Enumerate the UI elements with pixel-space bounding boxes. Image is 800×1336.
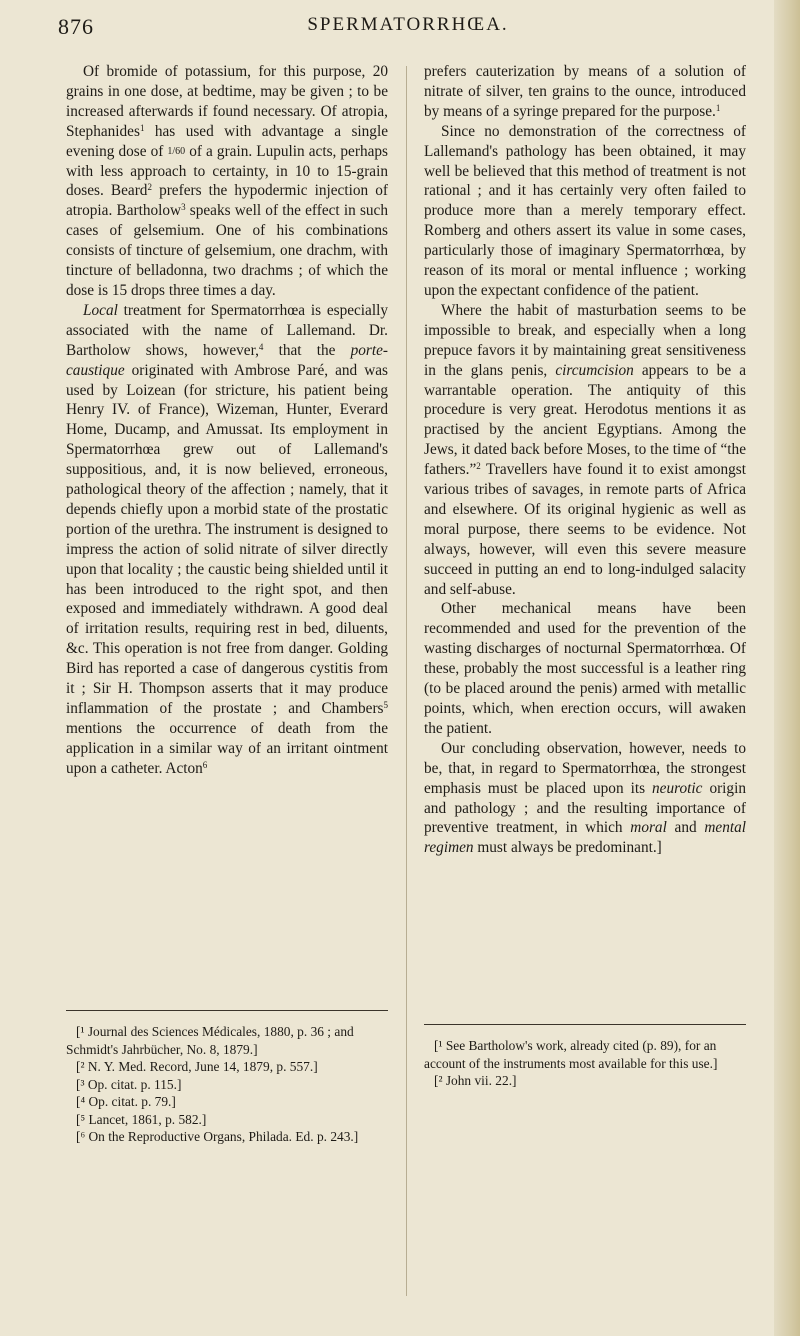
fraction: 1/60 xyxy=(167,145,186,157)
paragraph-mechanical-means: Other mechanical means have been recommended and used for the prevention of the wasting discharges of nocturnal Spermatorrhœa. Of these, probably the most successful is a leather ring (to be placed around the penis) armed with metallic points, which, when erection occurs, will awaken the patient. xyxy=(424,600,746,737)
right-column xyxy=(424,62,746,858)
footnote: [⁵ Lancet, 1861, p. 582.] xyxy=(76,1111,207,1127)
footnote-ref: 2 xyxy=(476,461,481,472)
footnotes-right xyxy=(424,1024,746,1090)
footnote-ref: 1 xyxy=(715,102,721,113)
column-divider xyxy=(406,66,407,1296)
paragraph-local-treatment: Local treatment for Spermatorrhœa is especially associated with the name of Lallemand. Dr. Bartholow shows, however,$^4$ that the porte-caustique originated with Ambrose Paré, and was used by Loizean (for stricture, his patient being Henry IV. of France), Wizeman, Hunter, Everard Home, Ducamp, and Amussat. Its employment in Spermatorrhœa grew out of Lallemand's suppositious, and, it is now believed, erroneous, pathological theory of the affection ; namely, that it depends chiefly upon a morbid state of the prostatic portion of the urethra. The instrument is designed to impress the action of solid nitrate of silver directly upon that locality ; the caustic being shielded until it has been introduced to the right spot, and then exposed and immediately withdrawn. A good deal of irritation results, requiring rest in bed, diluents, &c. This operation is not free from danger. Golding Bird has reported a case of dangerous cystitis from it ; Sir H. Thompson asserts that it may produce inflammation of the prostate ; and Chambers$^5$ mentions the occurrence of death from the application in a similar way of an irritant ointment upon a catheter. Acton$^6$ xyxy=(66,301,388,777)
footnote-ref: 5 xyxy=(383,700,388,710)
footnote: [⁴ Op. citat. p. 79.] xyxy=(76,1094,176,1109)
footnote-ref: 1 xyxy=(139,122,145,133)
running-header xyxy=(58,14,758,44)
footnotes-left xyxy=(66,1010,388,1146)
footnote: [⁶ On the Reproductive Organs, Philada. Ed. p. 243.] xyxy=(76,1129,359,1144)
paragraph-cauterization: prefers cauterization by means of a solution of nitrate of silver, ten grains to the ounce, introduced by means of a syringe prepared for the purpose.$^1$ xyxy=(424,63,746,120)
footnote-ref: 4 xyxy=(258,341,264,352)
paragraph-demonstration: Since no demonstration of the correctness of Lallemand's pathology has been obtained, it may well be believed that this method of treatment is not rational ; and it has certainly very often failed to produce more than a merely temporary effect. Romberg and others assert its value in some cases, particularly those of imaginary Spermatorrhœa, by reason of its moral or mental influence ; working upon the expectant confidence of the patient. xyxy=(424,122,746,299)
footnote: [³ Op. citat. p. 115.] xyxy=(76,1076,182,1092)
left-column xyxy=(66,62,388,779)
paragraph-bromide: Of bromide of potassium, for this purpose, 20 grains in one dose, at bedtime, may be given ; to be increased afterwards if found necessary. Of atropia, Stephanides$^1$ has used with advantage a single evening dose of 1/60 of a grain. Lupulin acts, perhaps with less approach to certainty, in 10 to 15-grain doses. Beard$^2$ prefers the hypodermic injection of atropia. Bartholow$^3$ speaks well of the effect in such cases of gelsemium. One of his combinations consists of tincture of gelsemium, one drachm, with tincture of belladonna, two drachms ; of which the dose is 15 drops three times a day. xyxy=(66,63,388,299)
paragraph-conclusion: Our concluding observation, however, needs to be, that, in regard to Spermatorrhœa, the strongest emphasis must be placed upon its neurotic origin and pathology ; and the resulting importance of preventive treatment, in which moral and mental regimen must always be predominant.] xyxy=(424,739,746,857)
footnote: [¹ Journal des Sciences Médicales, 1880, p. 36 ; and Schmidt's Jahrbücher, No. 8, 1879.] xyxy=(66,1024,354,1057)
footnote-ref: 6 xyxy=(202,759,208,770)
footnote-ref: 2 xyxy=(147,182,152,193)
page-number: 876 xyxy=(58,14,94,39)
footnote: [² N. Y. Med. Record, June 14, 1879, p. 557.] xyxy=(76,1059,318,1074)
page-edge-shadow xyxy=(774,0,800,1336)
running-title: SPERMATORRHŒA. xyxy=(307,14,509,35)
footnote-ref: 3 xyxy=(181,202,186,213)
footnote: [¹ See Bartholow's work, already cited (p. 89), for an account of the instruments most available for this use.] xyxy=(424,1038,718,1071)
paragraph-circumcision: Where the habit of masturbation seems to be impossible to break, and especially when a long prepuce favors it by maintaining great sensitiveness in the glans penis, circumcision appears to be a warrantable operation. The antiquity of this procedure is very great. Herodotus mentions it as practised by the ancient Egyptians. Among the Jews, it dated back before Moses, to the time of “the fathers.”$^2$ Travellers have found it to exist amongst various tribes of savages, in remote parts of Africa and elsewhere. Of its original hygienic as well as moral purpose, there seems to be evidence. Not always, however, will even this severe measure succeed in putting an end to long-indulged salacity and self-abuse. xyxy=(424,301,746,598)
footnote: [² John vii. 22.] xyxy=(434,1073,517,1088)
